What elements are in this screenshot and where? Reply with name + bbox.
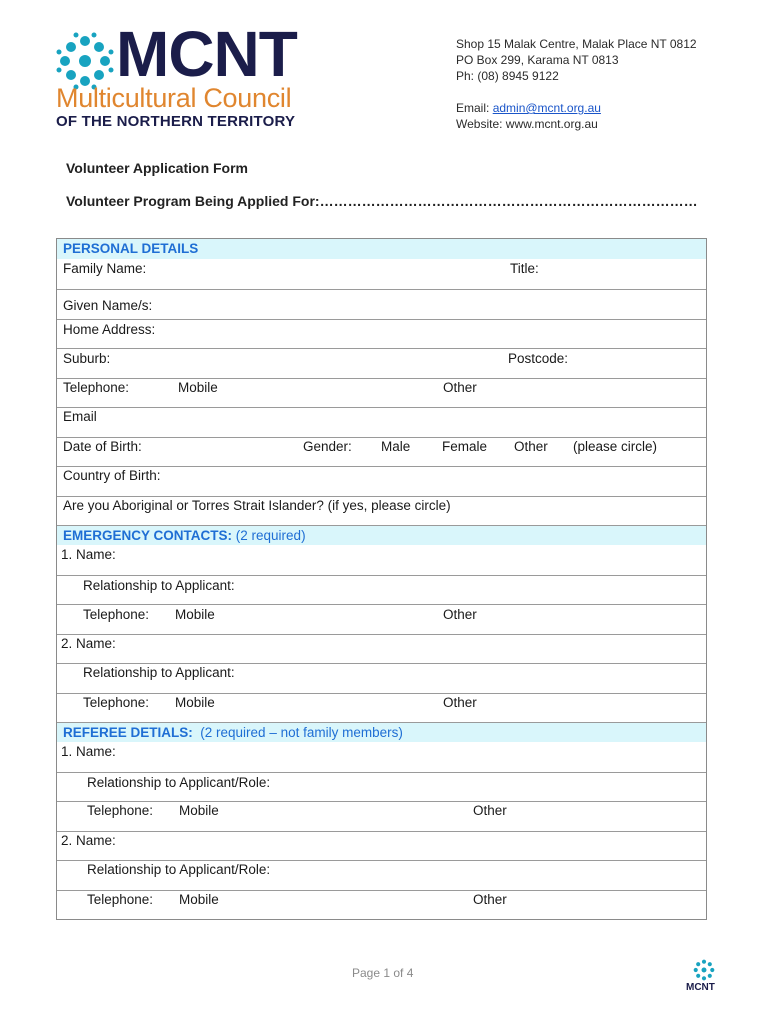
suburb-row[interactable]	[57, 348, 706, 378]
emergency-contacts-heading: EMERGENCY CONTACTS:	[63, 528, 233, 543]
emergency-telephone-2-row[interactable]	[57, 693, 706, 723]
emergency-relationship-1-row[interactable]	[57, 575, 706, 605]
referee-other-2-label: Other	[473, 891, 507, 907]
email-link[interactable]: admin@mcnt.org.au	[492, 101, 601, 115]
please-circle-note: (please circle)	[573, 438, 658, 454]
emergency-contacts-note: (2 required)	[235, 528, 306, 543]
referee-telephone-2-row[interactable]	[57, 890, 706, 920]
referee-name-1-label: 1. Name:	[61, 744, 116, 759]
emergency-contacts-header	[57, 525, 706, 545]
form-title: Volunteer Application Form	[66, 160, 249, 176]
country-of-birth-row[interactable]	[57, 466, 706, 496]
footer-snowflake-icon	[692, 958, 716, 982]
referee-heading-wrap	[63, 725, 403, 741]
website-line: Website: www.mcnt.org.au	[456, 117, 598, 131]
referee-telephone-1-label: Telephone:	[87, 803, 154, 818]
home-address-row[interactable]	[57, 319, 706, 349]
dob-label: Date of Birth:	[63, 438, 142, 454]
snowflake-logo-icon	[56, 32, 114, 90]
emergency-name-2-row[interactable]	[57, 634, 706, 664]
other-phone-label: Other	[443, 379, 477, 395]
emergency-telephone-1-row[interactable]	[57, 604, 706, 634]
emergency-mobile-2-label: Mobile	[175, 694, 215, 710]
footer-logo-text: MCNT	[686, 982, 715, 993]
emergency-other-2-label: Other	[443, 694, 477, 710]
telephone-row[interactable]	[57, 378, 706, 408]
country-of-birth-label: Country of Birth:	[63, 468, 161, 483]
aboriginal-row[interactable]	[57, 496, 706, 526]
family-name-label: Family Name:	[63, 261, 147, 276]
email-line	[456, 100, 697, 116]
referee-name-1-row[interactable]	[57, 742, 706, 772]
given-names-row[interactable]	[57, 289, 706, 319]
family-name-row[interactable]	[57, 259, 706, 289]
referee-relationship-1-label: Relationship to Applicant/Role:	[87, 774, 271, 790]
emergency-name-1-row[interactable]	[57, 545, 706, 575]
logo-title: MCNT	[116, 18, 297, 90]
personal-details-header	[57, 239, 706, 259]
referee-details-heading: REFEREE DETIALS:	[63, 725, 193, 740]
application-form-table	[56, 238, 707, 920]
referee-details-note: (2 required – not family members)	[200, 725, 403, 740]
emergency-name-1-label: 1. Name:	[61, 547, 116, 562]
telephone-label: Telephone:	[63, 379, 130, 395]
mobile-label: Mobile	[178, 379, 218, 395]
program-applied-for: Volunteer Program Being Applied For:………………………………………………………………………	[66, 193, 698, 209]
referee-name-2-label: 2. Name:	[61, 832, 116, 848]
gender-label: Gender:	[303, 438, 352, 454]
email-row[interactable]	[57, 407, 706, 437]
emergency-relationship-2-label: Relationship to Applicant:	[83, 665, 235, 680]
page-number: Page 1 of 4	[352, 966, 414, 980]
title-label: Title:	[510, 261, 539, 276]
personal-details-heading: PERSONAL DETAILS	[63, 241, 199, 256]
referee-mobile-2-label: Mobile	[179, 891, 219, 907]
referee-name-2-row[interactable]	[57, 831, 706, 861]
aboriginal-question: Are you Aboriginal or Torres Strait Islander? (if yes, please circle)	[63, 497, 451, 513]
footer-logo	[684, 958, 724, 994]
postcode-label: Postcode:	[508, 351, 569, 366]
emergency-mobile-1-label: Mobile	[175, 607, 215, 622]
referee-relationship-2-label: Relationship to Applicant/Role:	[87, 862, 271, 877]
emergency-heading-wrap	[63, 528, 306, 544]
referee-details-header	[57, 722, 706, 742]
address-line-2: PO Box 299, Karama NT 0813	[456, 53, 619, 67]
contact-block	[456, 36, 697, 132]
referee-telephone-1-row[interactable]	[57, 801, 706, 831]
referee-relationship-1-row[interactable]	[57, 772, 706, 802]
phone-line: Ph: (08) 8945 9122	[456, 69, 559, 83]
referee-other-1-label: Other	[473, 803, 507, 818]
gender-female-option[interactable]: Female	[442, 438, 488, 454]
email-label: Email	[63, 409, 97, 424]
suburb-label: Suburb:	[63, 351, 111, 366]
mcnt-logo	[56, 18, 356, 132]
referee-telephone-2-label: Telephone:	[87, 891, 154, 907]
logo-subtitle: Multicultural Council	[56, 83, 292, 113]
logo-territory: OF THE NORTHERN TERRITORY	[56, 113, 296, 130]
home-address-label: Home Address:	[63, 321, 156, 337]
dob-gender-row	[57, 437, 706, 467]
emergency-other-1-label: Other	[443, 607, 477, 622]
referee-relationship-2-row[interactable]	[57, 860, 706, 890]
emergency-relationship-2-row[interactable]	[57, 663, 706, 693]
emergency-telephone-1-label: Telephone:	[83, 607, 150, 622]
referee-mobile-1-label: Mobile	[179, 803, 219, 818]
gender-other-option[interactable]: Other	[514, 438, 548, 454]
emergency-relationship-1-label: Relationship to Applicant:	[83, 577, 235, 593]
address-line-1: Shop 15 Malak Centre, Malak Place NT 0812	[456, 37, 697, 51]
given-names-label: Given Name/s:	[63, 298, 153, 313]
emergency-name-2-label: 2. Name:	[61, 635, 116, 651]
email-label: Email:	[456, 101, 493, 115]
gender-male-option[interactable]: Male	[381, 438, 411, 454]
emergency-telephone-2-label: Telephone:	[83, 694, 150, 710]
